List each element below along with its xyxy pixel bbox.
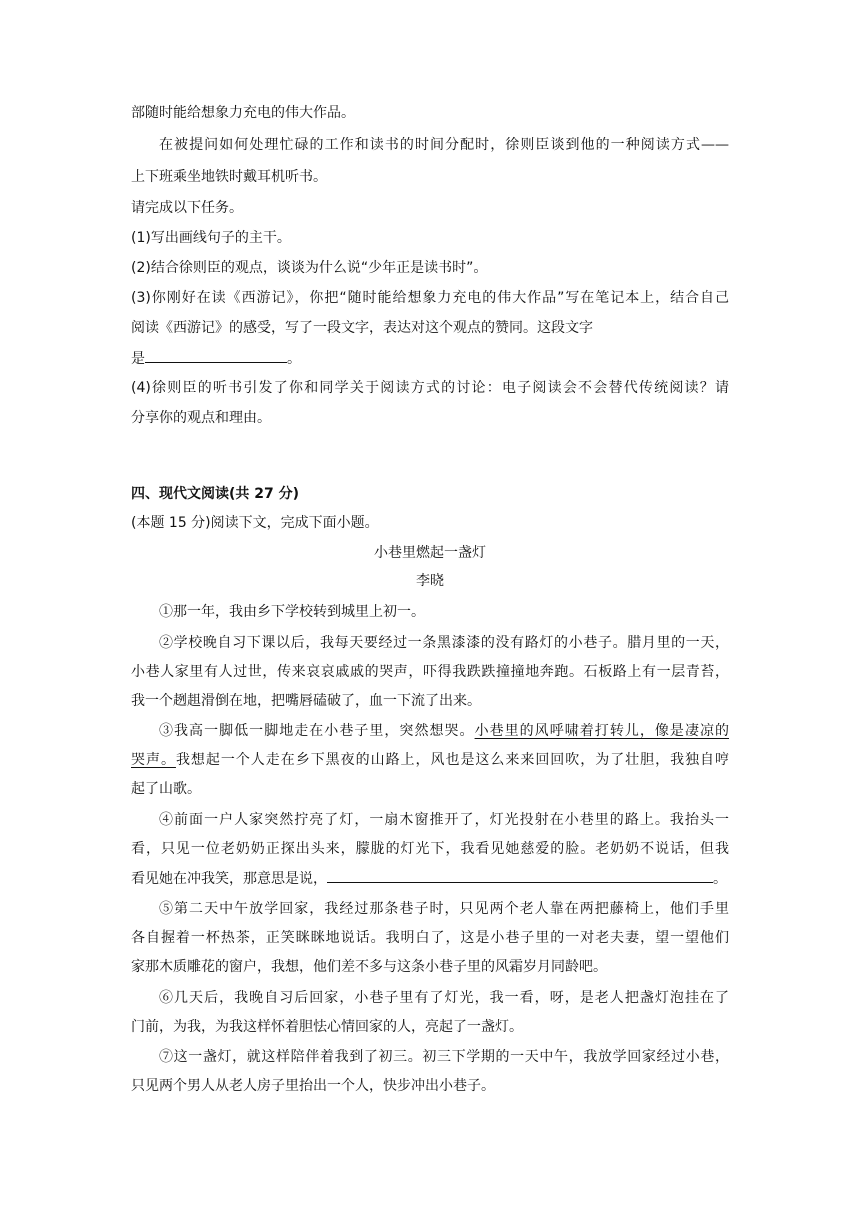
question-3: (3)你刚好在读《西游记》，你把“随时能给想象力充电的伟大作品”写在笔记本上，结合自己 (131, 290, 729, 306)
question-1: (1)写出画线句子的主干。 (131, 230, 291, 246)
question-2: (2)结合徐则臣的观点，谈谈为什么说“少年正是读书时”。 (131, 260, 488, 276)
section-intro: (本题 15 分)阅读下文，完成下面小题。 (131, 515, 379, 531)
paragraph-1: ①那一年，我由乡下学校转到城里上初一。 (159, 604, 425, 620)
text-line: 上下班乘坐地铁时戴耳机听书。 (131, 169, 327, 185)
question-4-cont: 分享你的观点和理由。 (131, 410, 271, 426)
paragraph-6: ⑥几天后，我晚自习后回家，小巷子里有了灯光，我一看，呀，是老人把盏灯泡挂在了 (159, 990, 729, 1006)
paragraph-3-cont: 起了山歌。 (131, 781, 201, 797)
question-4: (4)徐则臣的听书引发了你和同学关于阅读方式的讨论：电子阅读会不会替代传统阅读？请 (131, 380, 729, 396)
text-line: 在被提问如何处理忙碌的工作和读书的时间分配时，徐则臣谈到他的一种阅读方式—— (159, 137, 729, 153)
paragraph-6-cont: 门前，为我，为我这样怀着胆怯心情回家的人，亮起了一盏灯。 (131, 1019, 523, 1035)
paragraph-3-cont: 哭声。我想起一个人走在乡下黑夜的山路上，风也是这么来来回回吹，为了壮胆，我独自哼 (131, 752, 730, 768)
paragraph-5-cont: 各自握着一杯热茶，正笑眯眯地说话。我明白了，这是小巷子里的一对老夫妻，望一望他们 (131, 930, 729, 946)
underlined-sentence: 哭声。 (131, 752, 176, 768)
paragraph-2-cont: 我一个趔趄滑倒在地，把嘴唇磕破了，血一下流了出来。 (131, 693, 481, 709)
answer-blank[interactable] (327, 868, 713, 883)
task-prompt: 请完成以下任务。 (131, 200, 243, 216)
paragraph-4-cont: 看，只见一位老奶奶正探出头来，朦胧的灯光下，我看见她慈爱的脸。老奶奶不说话，但我 (131, 841, 729, 857)
paragraph-2: ②学校晚自习下课以后，我每天要经过一条黑漆漆的没有路灯的小巷子。腊月里的一天， (159, 635, 729, 651)
paragraph-2-cont: 小巷人家里有人过世，传来哀哀戚戚的哭声，吓得我跌跌撞撞地奔跑。石板路上有一层青苔， (131, 664, 729, 680)
paragraph-4-cont: 看见她在冲我笑，那意思是说， 。 (131, 868, 727, 889)
section-heading: 四、现代文阅读(共 27 分) (131, 486, 300, 502)
text-line: 部随时能给想象力充电的伟大作品。 (131, 105, 355, 121)
paragraph-7: ⑦这一盏灯，就这样陪伴着我到了初三。初三下学期的一天中午，我放学回家经过小巷， (159, 1049, 729, 1065)
underlined-sentence: 小巷里的风呼啸着打转儿，像是凄凉的 (474, 723, 730, 739)
article-author: 李晓 (416, 573, 444, 589)
answer-blank[interactable] (145, 348, 287, 363)
paragraph-3: ③我高一脚低一脚地走在小巷子里，突然想哭。小巷里的风呼啸着打转儿，像是凄凉的 (159, 723, 730, 739)
paragraph-4: ④前面一户人家突然拧亮了灯，一扇木窗推开了，灯光投射在小巷里的路上。我抬头一 (159, 812, 729, 828)
paragraph-5: ⑤第二天中午放学回家，我经过那条巷子时，只见两个老人靠在两把藤椅上，他们手里 (159, 901, 729, 917)
question-3-answer-line: 是 。 (131, 348, 301, 369)
question-3-cont: 阅读《西游记》的感受，写了一段文字，表达对这个观点的赞同。这段文字 (131, 320, 593, 336)
paragraph-7-cont: 只见两个男人从老人房子里抬出一个人，快步冲出小巷子。 (131, 1078, 495, 1094)
paragraph-5-cont: 家那木质雕花的窗户，我想，他们差不多与这条小巷子里的风霜岁月同龄吧。 (131, 959, 607, 975)
article-title: 小巷里燃起一盏灯 (374, 545, 486, 561)
